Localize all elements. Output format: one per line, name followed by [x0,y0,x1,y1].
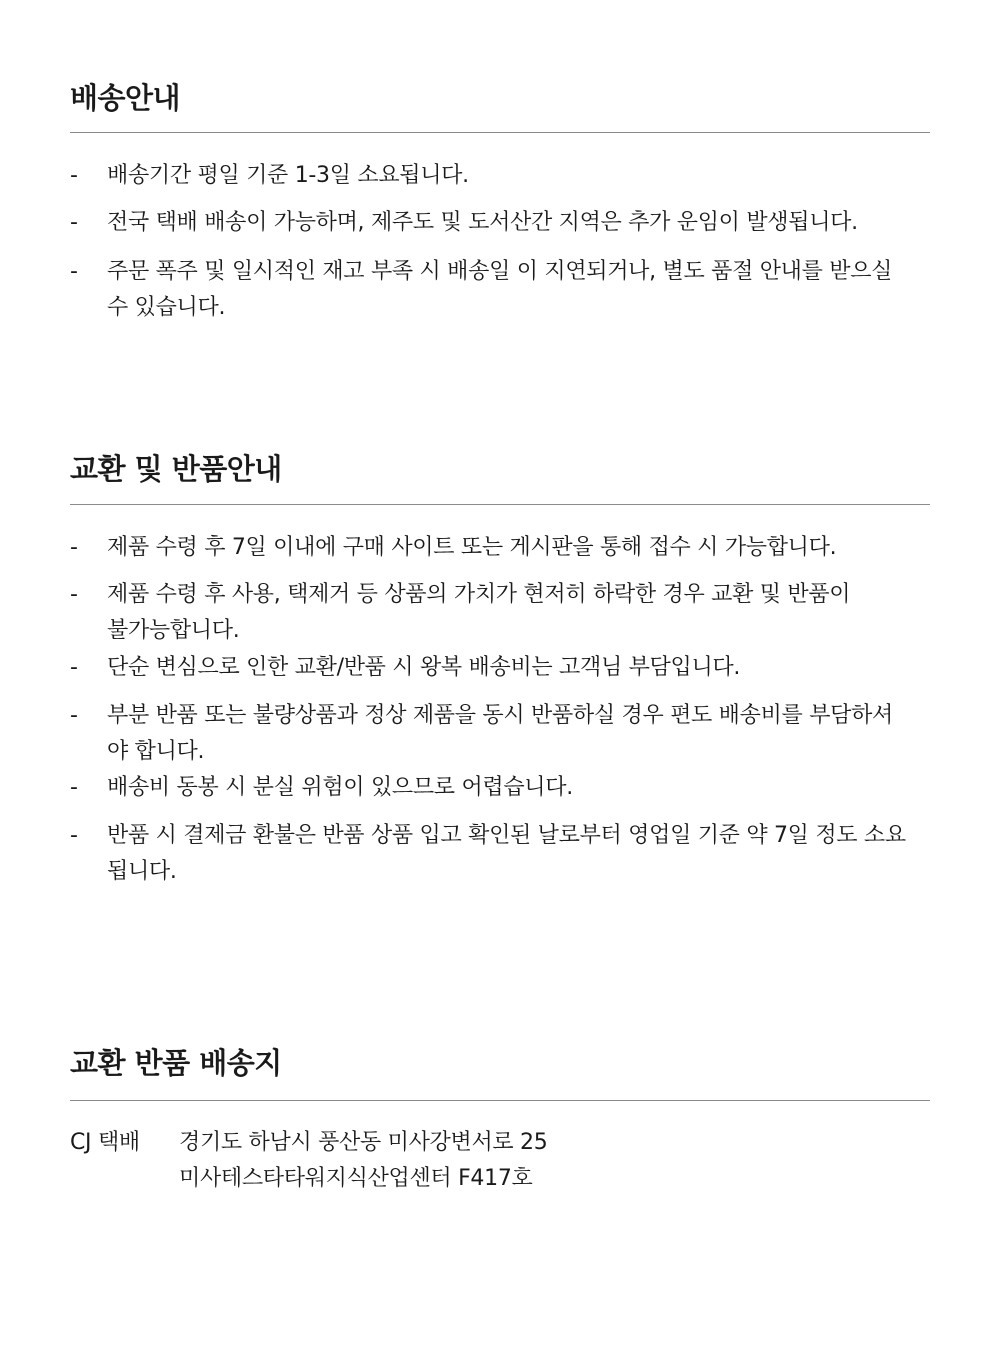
section-title-exchange: 교환 및 반품안내 [70,452,282,486]
list-item-text [107,698,930,770]
list-dash: - [70,210,78,235]
list-item-text [107,254,930,326]
list-item-line: 주문 폭주 및 일시적인 재고 부족 시 배송일 이 지연되거나, 별도 품절 안내를 받으실 [107,259,893,284]
exchange-section [70,449,930,884]
list-item-line: 제품 수령 후 7일 이내에 구매 사이트 또는 게시판을 통해 접수 시 가능합니다. [107,535,837,560]
list-item-text [107,770,930,806]
list-dash: - [70,823,78,848]
list-dash: - [70,582,78,607]
list-item-line: 배송기간 평일 기준 1-3일 소요됩니다. [107,163,469,188]
list-dash: - [70,163,78,188]
list-item-text [107,650,930,686]
list-item-line: 단순 변심으로 인한 교환/반품 시 왕복 배송비는 고객님 부담입니다. [107,655,741,680]
section-title-return-address: 교환 반품 배송지 [70,1046,282,1080]
courier-name: CJ 택배 [70,1130,140,1155]
list-item-line: 부분 반품 또는 불량상품과 정상 제품을 동시 반품하실 경우 편도 배송비를 부담하셔 [107,703,893,728]
list-item-line: 배송비 동봉 시 분실 위험이 있으므로 어렵습니다. [107,775,573,800]
list-dash: - [70,703,78,728]
list-dash: - [70,259,78,284]
list-dash: - [70,535,78,560]
list-item-line: 제품 수령 후 사용, 택제거 등 상품의 가치가 현저히 하락한 경우 교환 및 반품이 [107,582,851,607]
address-line-2: 미사테스타타워지식산업센터 F417호 [179,1166,533,1191]
divider [70,1100,930,1101]
list-item-line: 전국 택배 배송이 가능하며, 제주도 및 도서산간 지역은 추가 운임이 발생됩니다. [107,210,858,235]
list-item-text [107,577,930,649]
list-item-text [107,205,930,241]
address-line-1: 경기도 하남시 풍산동 미사강변서로 25 [179,1130,548,1155]
list-item-line: 반품 시 결제금 환불은 반품 상품 입고 확인된 날로부터 영업일 기준 약 7일 정도 소요 [107,823,906,848]
list-dash: - [70,655,78,680]
list-item-text [107,158,930,194]
return-address-section [70,1043,930,1191]
list-item-line: 불가능합니다. [107,618,240,643]
shipping-section [70,78,930,320]
list-item-line: 됩니다. [107,859,177,884]
list-item-line: 수 있습니다. [107,295,226,320]
list-item-line: 야 합니다. [107,739,205,764]
list-item-text [107,818,930,890]
divider [70,504,930,505]
list-item-text [107,530,930,566]
divider [70,132,930,133]
list-dash: - [70,775,78,800]
section-title-shipping: 배송안내 [70,81,181,115]
